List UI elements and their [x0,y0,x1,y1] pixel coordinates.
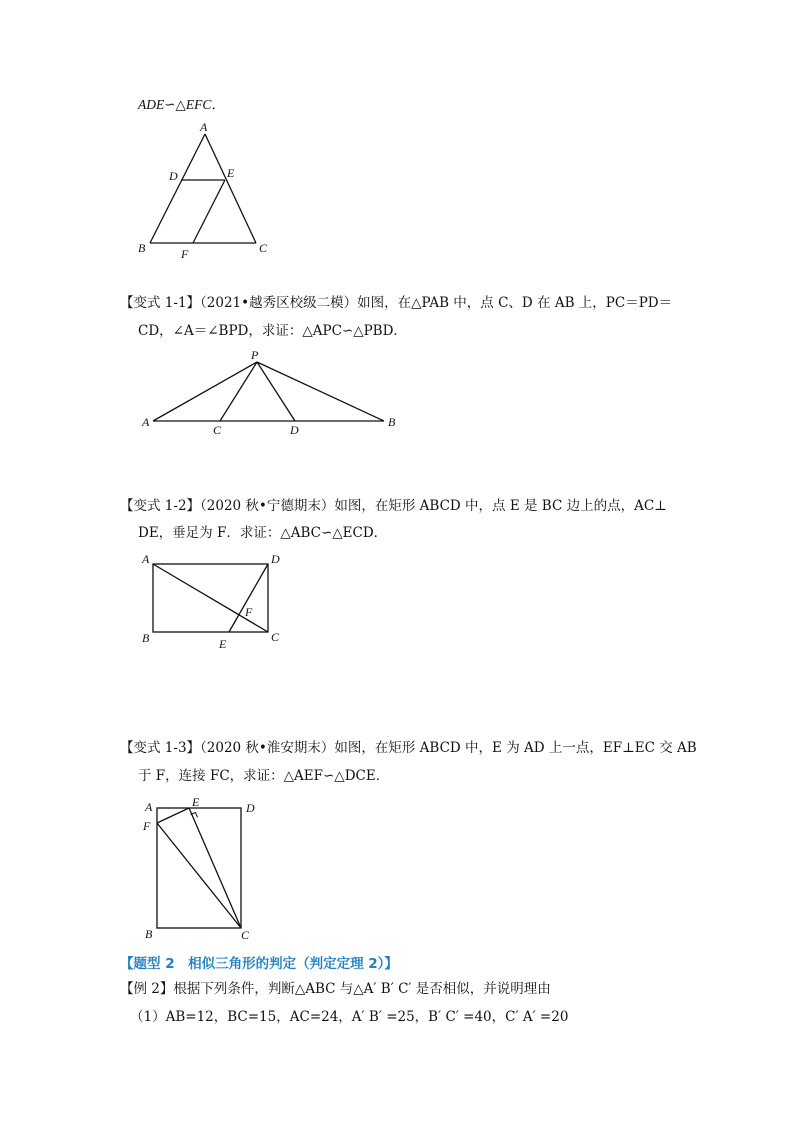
variant-1-3-line2: 于 F，连接 FC，求证：△AEF∽△DCE． [138,768,390,784]
top-text: ADE∽△EFC． [138,97,225,112]
label-e: E [219,637,227,651]
variant-1-2-line1: 【变式 1-2】（2020 秋•宁德期末）如图，在矩形 ABCD 中，点 E 是 BC 边上的点，AC⊥ [120,498,667,514]
section-heading: 【题型 2 相似三角形的判定（判定定理 2）】 [120,956,398,972]
example-2-line2: （1）AB=12，BC=15，AC=24，A′ B′ =25，B′ C′ =40，C′ A′ =20 [130,1009,569,1025]
variant-1-1-line2: CD，∠A＝∠BPD，求证：△APC∽△PBD． [138,323,407,339]
label-p: P [251,348,259,362]
label-b: B [142,631,150,645]
label-f: F [143,819,151,833]
label-d: D [271,552,280,566]
label-f: F [181,247,189,261]
label-b: B [138,241,146,255]
label-c: C [241,928,250,942]
variant-1-1-line1: 【变式 1-1】（2021•越秀区校级二模）如图，在△PAB 中，点 C、D 在 AB 上，PC＝PD＝ [120,295,673,311]
label-b: B [388,415,396,429]
label-a: A [142,552,150,566]
label-a: A [200,120,208,134]
label-c: C [271,630,280,644]
label-f: F [245,605,253,619]
label-e: E [192,795,200,809]
label-c: C [213,423,222,437]
variant-1-2-line2: DE，垂足为 F．求证：△ABC∽△ECD． [138,525,388,541]
label-d: D [246,801,255,815]
example-2-line1: 【例 2】根据下列条件，判断△ABC 与△A′ B′ C′ 是否相似，并说明理由 [120,981,551,997]
variant-1-3-line1: 【变式 1-3】（2020 秋•淮安期末）如图，在矩形 ABCD 中，E 为 AD 上一点，EF⊥EC 交 AB [120,740,697,756]
label-a: A [142,415,150,429]
label-e: E [227,166,235,180]
label-d: D [169,169,178,183]
label-d: D [290,423,299,437]
label-c: C [259,241,268,255]
label-b: B [145,927,153,941]
label-a: A [145,800,153,814]
